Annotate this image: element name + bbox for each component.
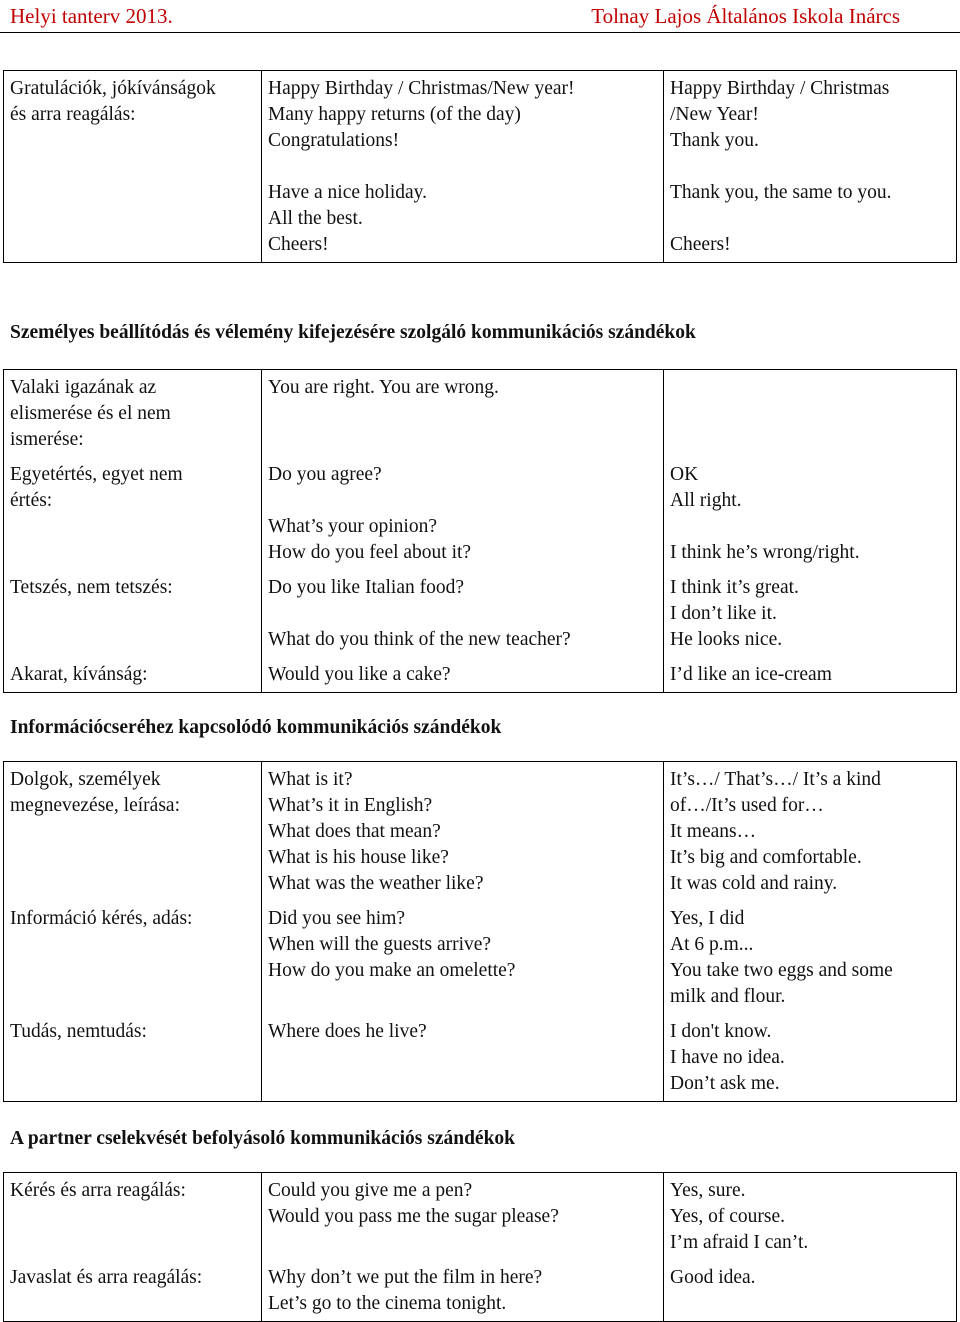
table-row [4,570,957,657]
cell-line: elismerése és el nem [10,403,171,424]
cell-line: Cheers! [670,234,731,255]
cell-line: It’s…/ That’s…/ It’s a kind [670,769,881,790]
partner-table [3,1172,957,1322]
cell-line: Don’t ask me. [670,1073,780,1094]
information-table [3,761,957,1102]
table-row [4,457,957,570]
table-row [4,901,957,1014]
cell-line: /New Year! [670,104,759,125]
cell-line: Where does he live? [268,1021,427,1042]
cell-line: I’d like an ice-cream [670,664,832,685]
section-heading-partner: A partner cselekvését befolyásoló kommunikációs szándékok [10,1128,516,1149]
cell-line: Good idea. [670,1267,756,1288]
cell-line: Did you see him? [268,908,406,929]
cell-line [670,154,950,180]
cell-line: I think it’s great. [670,577,799,598]
response-cell [664,1173,957,1261]
response-cell [664,1014,957,1102]
response-cell [664,457,957,570]
table-row [4,1173,957,1261]
cell-line: All the best. [268,208,363,229]
cell-line: What is it? [268,769,353,790]
cell-line: OK [670,464,699,485]
cell-line: Cheers! [268,234,329,255]
greetings-table [3,70,957,263]
expression-cell [262,370,664,458]
cell-line: Akarat, kívánság: [10,664,148,685]
header-left-title: Helyi tanterv 2013. [10,4,173,28]
cell-line: Dolgok, személyek [10,769,161,790]
cell-line: I’m afraid I can’t. [670,1232,809,1253]
cell-line: How do you make an omelette? [268,960,516,981]
header-school-name: Tolnay Lajos Általános Iskola Inárcs [591,4,900,28]
cell-line: I don't know. [670,1021,772,1042]
cell-line: It was cold and rainy. [670,873,838,894]
cell-line: What do you think of the new teacher? [268,629,571,650]
cell-line: When will the guests arrive? [268,934,492,955]
cell-line: What was the weather like? [268,873,484,894]
cell-line: Egyetértés, egyet nem [10,464,183,485]
cell-line: Tetszés, nem tetszés: [10,577,173,598]
cell-line: megnevezése, leírása: [10,795,180,816]
response-cell [664,370,957,458]
cell-line: What’s it in English? [268,795,433,816]
table-row [4,370,957,458]
intent-label-cell [4,1014,262,1102]
expression-cell [262,1014,664,1102]
cell-line [670,375,950,401]
cell-line: Do you agree? [268,464,382,485]
section-heading-opinion: Személyes beállítódás és vélemény kifejezésére szolgáló kommunikációs szándékok [10,322,696,343]
cell-line: It means… [670,821,757,842]
cell-line: ismerése: [10,429,84,450]
cell-line: of…/It’s used for… [670,795,824,816]
table-row [4,71,957,263]
cell-line [670,514,950,540]
response-cell [664,570,957,657]
intent-label-cell [4,570,262,657]
cell-line: I have no idea. [670,1047,785,1068]
cell-line [268,154,657,180]
cell-line: Javaslat és arra reagálás: [10,1267,203,1288]
table-row [4,657,957,693]
cell-line: Many happy returns (of the day) [268,104,521,125]
response-cell [664,901,957,1014]
cell-line: milk and flour. [670,986,786,1007]
response-cell [664,762,957,902]
intent-label-cell [4,1260,262,1322]
intent-label-cell [4,457,262,570]
intent-label-cell [4,71,262,263]
expression-cell [262,457,664,570]
cell-line: Thank you. [670,130,759,151]
cell-line: Valaki igazának az [10,377,157,398]
expression-cell [262,1260,664,1322]
cell-line: Why don’t we put the film in here? [268,1267,543,1288]
cell-line: All right. [670,490,742,511]
response-cell [664,71,957,263]
expression-cell [262,901,664,1014]
cell-line [268,601,657,627]
table-row [4,1014,957,1102]
section-heading-information: Információcseréhez kapcsolódó kommunikációs szándékok [10,717,502,738]
cell-line: Would you like a cake? [268,664,451,685]
cell-line: Yes, I did [670,908,745,929]
intent-label-cell [4,762,262,902]
intent-label-cell [4,1173,262,1261]
page-header [0,0,960,33]
opinion-table [3,369,957,693]
cell-line: Tudás, nemtudás: [10,1021,147,1042]
cell-line: What’s your opinion? [268,516,437,537]
expression-cell [262,570,664,657]
cell-line: Információ kérés, adás: [10,908,193,929]
cell-line: Congratulations! [268,130,400,151]
intent-label-cell [4,901,262,1014]
cell-line: I think he’s wrong/right. [670,542,860,563]
intent-label-cell [4,370,262,458]
cell-line: You take two eggs and some [670,960,893,981]
expression-cell [262,1173,664,1261]
cell-line: How do you feel about it? [268,542,472,563]
cell-line: értés: [10,490,53,511]
cell-line: Happy Birthday / Christmas/New year! [268,78,575,99]
cell-line: Gratulációk, jókívánságok [10,78,216,99]
cell-line: Have a nice holiday. [268,182,427,203]
intent-label-cell [4,657,262,693]
cell-line [670,206,950,232]
cell-line: You are right. You are wrong. [268,377,499,398]
cell-line: Yes, sure. [670,1180,746,1201]
cell-line: Thank you, the same to you. [670,182,892,203]
cell-line: At 6 p.m... [670,934,754,955]
table-row [4,762,957,902]
expression-cell [262,71,664,263]
cell-line: I don’t like it. [670,603,777,624]
cell-line: Do you like Italian food? [268,577,465,598]
cell-line: Yes, of course. [670,1206,786,1227]
response-cell [664,657,957,693]
cell-line: Let’s go to the cinema tonight. [268,1293,507,1314]
response-cell [664,1260,957,1322]
cell-line: What does that mean? [268,821,441,842]
expression-cell [262,762,664,902]
cell-line: Kérés és arra reagálás: [10,1180,186,1201]
cell-line [268,488,657,514]
expression-cell [262,657,664,693]
table-row [4,1260,957,1322]
cell-line: He looks nice. [670,629,783,650]
cell-line: Could you give me a pen? [268,1180,473,1201]
cell-line: What is his house like? [268,847,449,868]
cell-line: Happy Birthday / Christmas [670,78,890,99]
cell-line: It’s big and comfortable. [670,847,862,868]
cell-line: és arra reagálás: [10,104,136,125]
cell-line: Would you pass me the sugar please? [268,1206,559,1227]
